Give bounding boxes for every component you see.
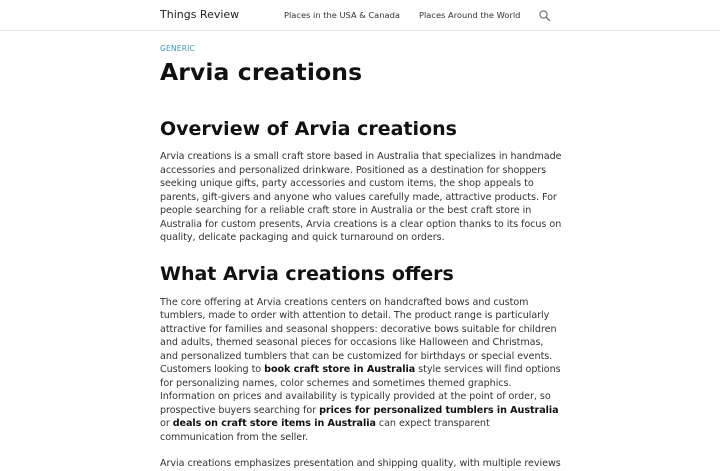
keyword-prices-tumblers: prices for personalized tumblers in Australia xyxy=(319,404,559,416)
offers-text-4: can expect transparent communication from the seller. xyxy=(160,418,490,443)
overview-paragraph: Arvia creations is a small craft store based in Australia that specializes in handmade accessories and personalized drinkware. Positioned as a destination for shoppers seeking unique gifts, party accessories and custom items, the shop appeals to parents, gift-givers and anyone who values carefully made, attractive products. For people searching for a reliable craft store in Australia or the best craft store in Australia for custom presents, Arvia creations is a clear option thanks to its focus on quality, delicate packaging and quick turnaround on orders. xyxy=(160,151,562,243)
offers-text-2: style services will find options for personalizing names, color schemes and sometimes themed graphics. Information on prices and availability is typically provided at the point of order, so prospective buyers searching for xyxy=(160,364,561,416)
keyword-book-craft-store: book craft store in Australia xyxy=(264,364,416,375)
article-content xyxy=(160,44,562,471)
presentation-paragraph: Arvia creations emphasizes presentation and shipping quality, with multiple reviews xyxy=(160,458,561,469)
search-button[interactable] xyxy=(537,8,553,24)
offers-text-1: The core offering at Arvia creations centers on handcrafted bows and custom tumblers, made to order with attention to detail. The product range is particularly attractive for families and seasonal shoppers: decorative bows suitable for children and adults, themed seasonal pieces for occasions like Halloween and Christmas, and personalized tumblers that can be customized for birthdays or special events. Customers looking to xyxy=(160,296,557,375)
section-heading-offers: What Arvia creations offers xyxy=(160,262,454,285)
category-link[interactable]: GENERIC xyxy=(160,44,195,53)
keyword-deals-craft-items: deals on craft store items in Australia xyxy=(172,418,376,429)
nav-link-around-world[interactable]: Places Around the World xyxy=(419,10,521,20)
page-title: Arvia creations xyxy=(160,58,363,86)
nav-link-usa-canada[interactable]: Places in the USA & Canada xyxy=(284,10,400,20)
offers-paragraph xyxy=(160,296,562,445)
site-header xyxy=(0,0,720,31)
section-heading-overview: Overview of Arvia creations xyxy=(160,118,457,140)
site-title-link[interactable]: Things Review xyxy=(160,8,240,21)
offers-text-3: or xyxy=(160,418,173,429)
search-icon xyxy=(537,8,553,24)
